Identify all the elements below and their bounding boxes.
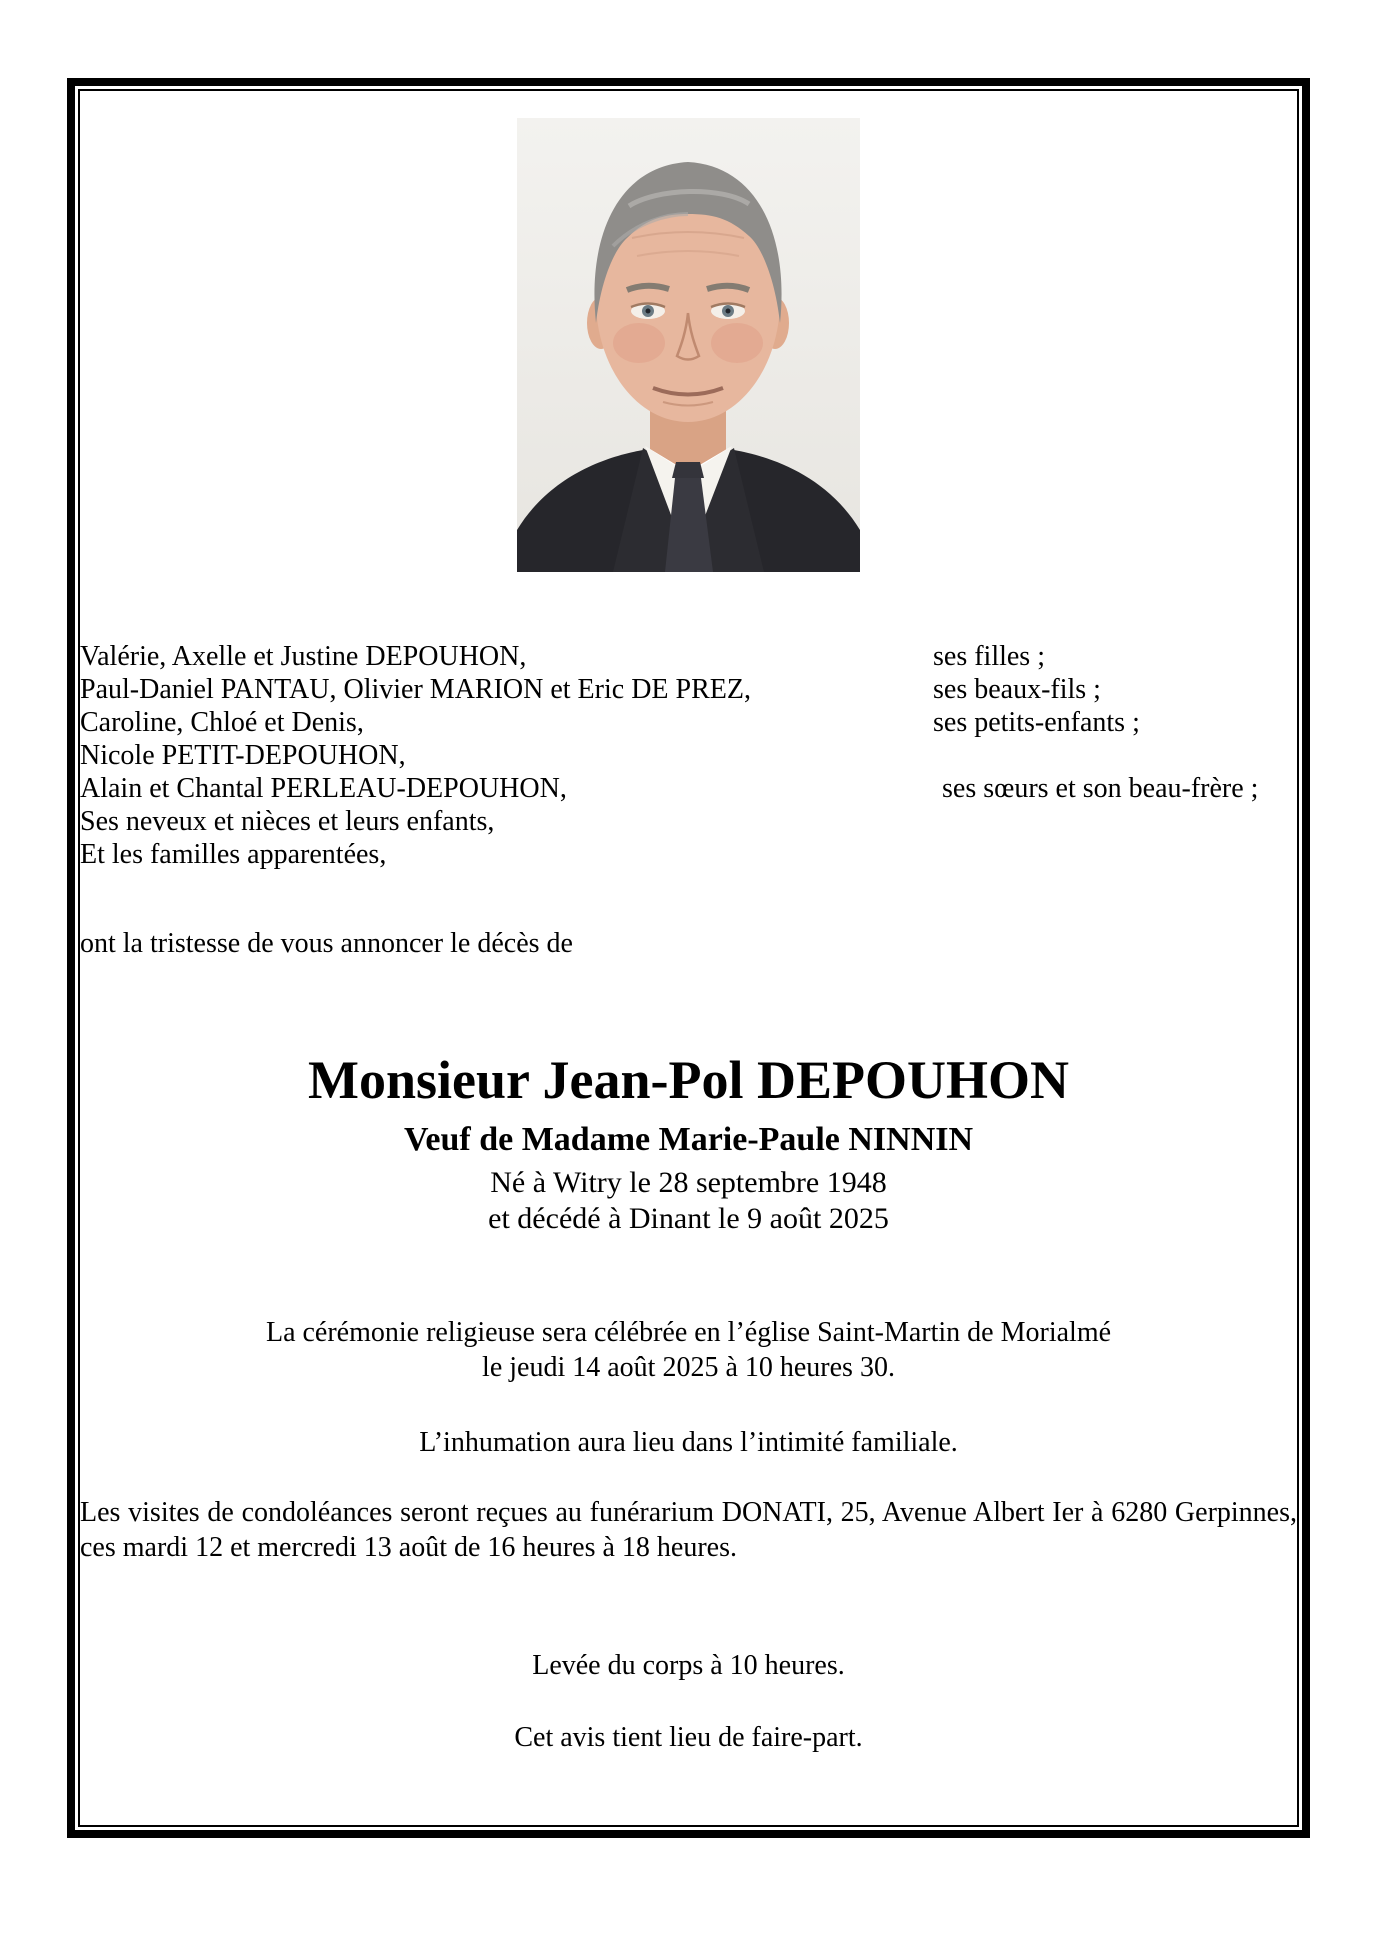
relatives-row [80,805,1297,838]
ceremony-line-2: le jeudi 14 août 2025 à 10 heures 30. [482,1352,895,1383]
inhumation-line: L’inhumation aura lieu dans l’intimité familiale. [419,1427,958,1458]
levee-line: Levée du corps à 10 heures. [532,1650,845,1681]
deceased-death-line: et décédé à Dinant le 9 août 2025 [488,1202,889,1235]
relatives-names: Ses neveux et nièces et leurs enfants, [80,806,495,837]
relatives-names: Valérie, Axelle et Justine DEPOUHON, [80,641,527,672]
condolence-visits-paragraph: Les visites de condoléances seront reçues au funérarium DONATI, 25, Avenue Albert Ier à 6280 Gerpinnes, ces mardi 12 et mercredi 13 août de 16 heures à 18 heures. [80,1497,1297,1563]
relatives-relationship: ses filles ; [933,641,1045,672]
relatives-row [80,706,1297,739]
relatives-relationship [933,739,1297,772]
deceased-widower-line: Veuf de Madame Marie-Paule NINNIN [403,1121,974,1158]
decorative-inner-frame [78,89,1299,1827]
ceremony-line-1: La cérémonie religieuse sera célébrée en l’église Saint-Martin de Morialmé [265,1317,1112,1348]
relatives-relationship: ses petits-enfants ; [933,707,1140,738]
relatives-names: Caroline, Chloé et Denis, [80,707,364,738]
relatives-names: Et les familles apparentées, [80,839,387,870]
relatives-list [80,640,1297,871]
relatives-relationship [933,838,1297,871]
relatives-row [80,772,1297,805]
faire-part-notice: Cet avis tient lieu de faire-part. [514,1722,863,1753]
relatives-row [80,739,1297,772]
ceremony-paragraph [80,1315,1297,1385]
deceased-name-title: Monsieur Jean-Pol DEPOUHON [308,1050,1069,1110]
announcement-sentence: ont la tristesse de vous annoncer le décès de [80,928,573,959]
obituary-content [80,118,1297,1827]
decorative-outer-frame [67,78,1310,1838]
relatives-names: Paul-Daniel PANTAU, Olivier MARION et Eric DE PREZ, [80,674,751,705]
deceased-birth-line: Né à Witry le 28 septembre 1948 [490,1166,887,1199]
relatives-names: Nicole PETIT-DEPOUHON, [80,740,406,771]
relatives-relationship [933,805,1297,838]
relatives-relationship: ses beaux-fils ; [933,674,1101,705]
relatives-row [80,838,1297,871]
relatives-row [80,673,1297,706]
portrait-photo [517,118,860,572]
relatives-row [80,640,1297,673]
relatives-relationship: ses sœurs et son beau-frère ; [942,773,1259,804]
relatives-names: Alain et Chantal PERLEAU-DEPOUHON, [80,773,567,804]
